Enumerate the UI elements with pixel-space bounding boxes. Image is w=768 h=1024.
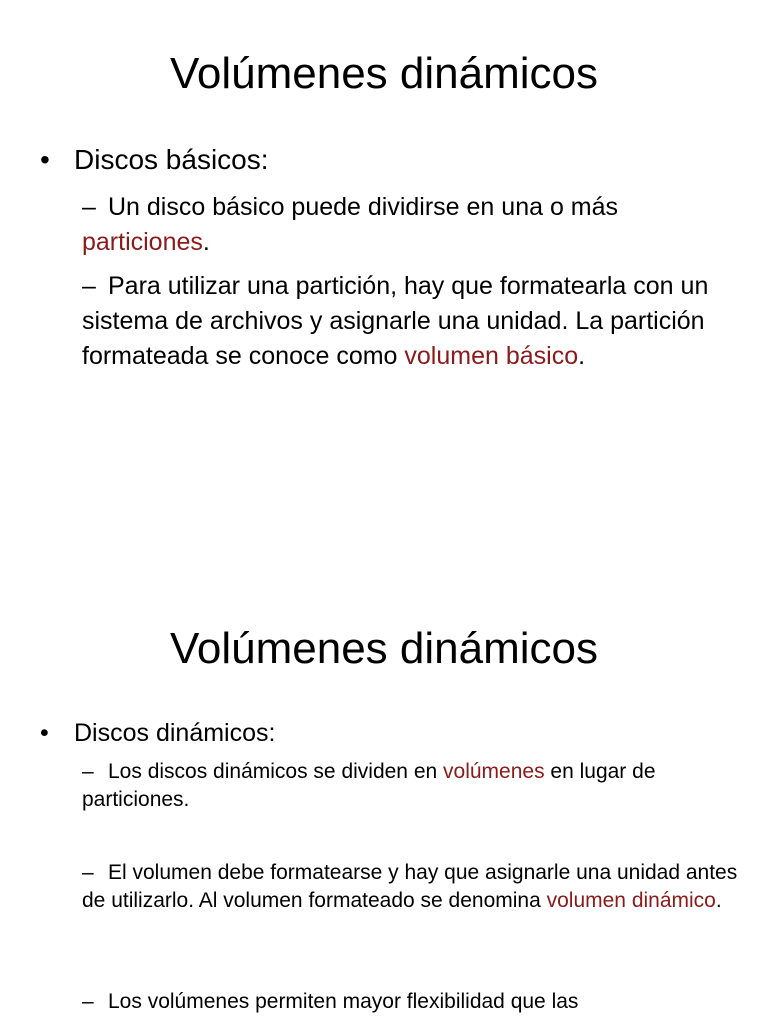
- bullet-discos-dinamicos: [40, 717, 275, 749]
- highlight-term: volumen básico: [404, 342, 579, 370]
- subpoint-text-end: en lugar de particiones.: [82, 760, 656, 811]
- bullet-label: Discos básicos:: [74, 144, 269, 175]
- subpoint-text: Para utilizar una partición, hay que formatearla con un sistema de archivos y asignarle una unidad. La partición formateada se conoce como: [82, 272, 709, 370]
- highlight-term: particiones: [82, 228, 203, 256]
- highlight-term: volúmenes: [443, 760, 545, 783]
- bullet-discos-basicos: [40, 142, 269, 178]
- bullet-marker: •: [40, 719, 49, 747]
- dash-marker: –: [82, 193, 96, 221]
- highlight-term: volumen dinámico: [546, 889, 716, 912]
- subpoint-text: El volumen debe formatearse y hay que asignarle una unidad antes de utilizarlo. Al volumen formateado se denomina: [82, 861, 738, 912]
- subpoint: [82, 269, 742, 374]
- subpoint: [82, 859, 742, 915]
- bullet-marker: •: [40, 144, 50, 175]
- dash-marker: –: [82, 990, 94, 1013]
- bullet-label: Discos dinámicos:: [74, 719, 276, 747]
- subpoint: [82, 758, 742, 814]
- slide-2: [0, 576, 768, 1024]
- subpoint-text: Los volúmenes permiten mayor flexibilidad que las: [108, 990, 579, 1013]
- dash-marker: –: [82, 272, 96, 300]
- subpoint-text-end: .: [715, 889, 722, 912]
- subpoint-text: Los discos dinámicos se dividen en: [108, 760, 444, 783]
- dash-marker: –: [82, 760, 94, 783]
- slide-title: Volúmenes dinámicos: [169, 624, 598, 673]
- slide-title: Volúmenes dinámicos: [169, 49, 598, 98]
- subpoint: [82, 988, 742, 1016]
- dash-marker: –: [82, 861, 94, 884]
- subpoint: [82, 190, 742, 260]
- subpoint-text-end: .: [202, 228, 210, 256]
- subpoint-text-end: .: [578, 342, 586, 370]
- subpoint-text: Un disco básico puede dividirse en una o más: [108, 193, 619, 221]
